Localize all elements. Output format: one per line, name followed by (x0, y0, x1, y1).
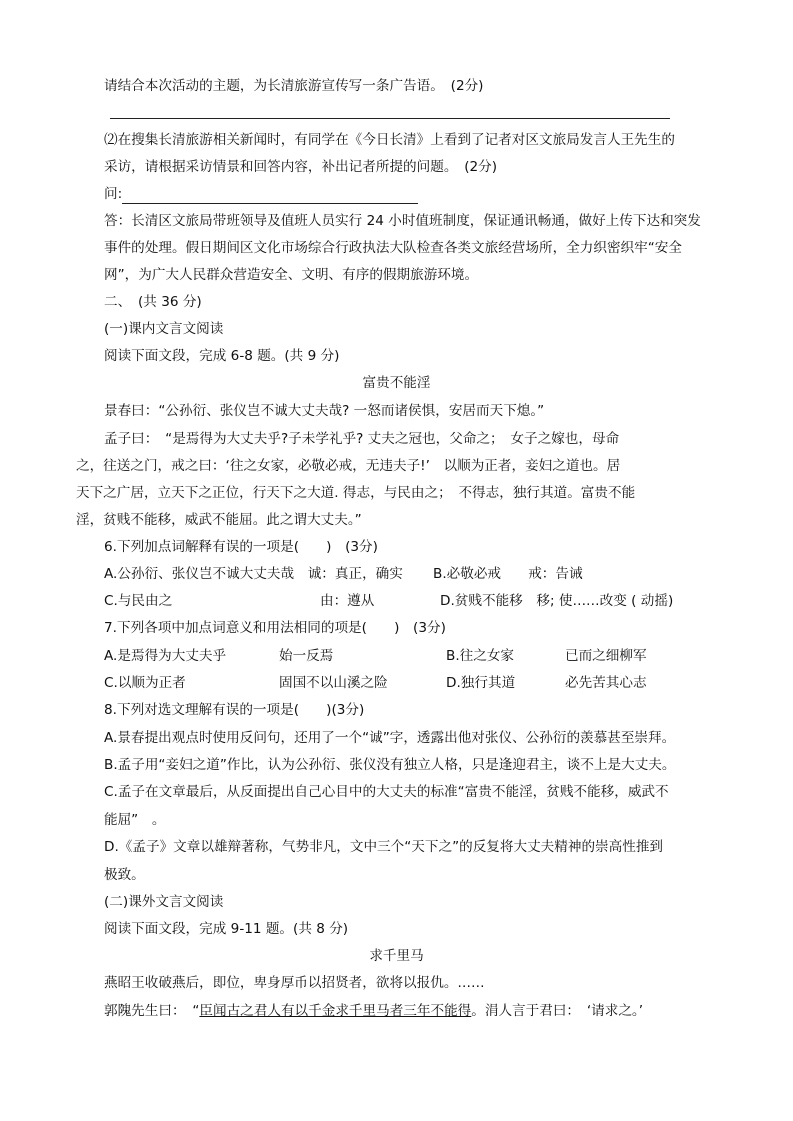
passage1-line-2: 孟子曰： “是焉得为大丈夫乎?子未学礼乎? 丈夫之冠也，父命之； 女子之嫁也，母命 (104, 431, 620, 447)
q6-option-a[interactable]: A.公孙衍、张仪岂不诚大丈夫哉 诚：真正，确实 (104, 566, 403, 582)
q6-option-b[interactable]: B.必敬必戒 戒：告诫 (433, 566, 583, 582)
passage1-title: 富贵不能淫 (362, 375, 431, 391)
q8-option-d[interactable]: D.《孟子》文章以雄辩著称，气势非凡，文中三个“天下之”的反复将大丈夫精神的崇高性推到 (104, 839, 664, 855)
q2-line-1: ⑵在搜集长清旅游相关新闻时，有同学在《今日长清》上看到了记者对区文旅局发言人王先生的 (104, 132, 675, 148)
answer-line-1: 答：长清区文旅局带班领导及值班人员实行 24 小时值班制度，保证通讯畅通，做好上传下达和突发 (104, 213, 701, 229)
q2-line-2: 采访，请根据采访情景和回答内容，补出记者所提的问题。 (2分) (104, 159, 498, 175)
passage2-line-1: 燕昭王收破燕后，即位，卑身厚币以招贤者，欲将以报仇。…… (104, 975, 485, 991)
ask-row (104, 184, 418, 204)
q6-option-c-explanation: 由：遵从 (320, 593, 375, 609)
q8-option-c-cont: 能屈” 。 (104, 812, 166, 828)
sub2-instruction: 阅读下面文段，完成 9-11 题。(共 8 分) (104, 921, 349, 937)
q7-option-a[interactable]: A.是焉得为大丈夫乎 (104, 648, 227, 664)
q8-option-b[interactable]: B.孟子用“妾妇之道”作比，认为公孙衍、张仪没有独立人格，只是逢迎君主，谈不上是大丈夫。 (104, 757, 676, 773)
q7-option-c[interactable]: C.以顺为正者 (104, 675, 186, 691)
q7-option-c-compare: 固国不以山溪之险 (279, 675, 388, 691)
answer-line-2: 事件的处理。假日期间区文化市场综合行政执法大队检查各类文旅经营场所，全力织密织牢“安全 (104, 240, 682, 256)
passage1-line-5: 淫，贫贱不能移，威武不能屈。此之谓大丈夫。” (76, 512, 362, 528)
sub1-instruction: 阅读下面文段，完成 6-8 题。(共 9 分) (104, 348, 340, 364)
sub2-heading: (二)课外文言文阅读 (104, 894, 224, 910)
answer-line-3: 网”，为广大人民群众营造安全、文明、有序的假期旅游环境。 (104, 267, 479, 283)
q8-stem: 8.下列对选文理解有误的一项是( )(3分) (104, 702, 365, 718)
sub1-heading: (一)课内文言文阅读 (104, 321, 224, 337)
passage2-line-2 (104, 1001, 643, 1021)
passage1-line-1: 景春曰：“公孙衍、张仪岂不诚大丈夫哉? 一怒而诸侯惧，安居而天下熄。” (104, 403, 545, 419)
passage1-line-4: 天下之广居，立天下之正位，行天下之大道. 得志，与民由之； 不得志，独行其道。富贵不能 (76, 485, 636, 501)
q7-option-d-compare: 必先苦其心志 (565, 675, 647, 691)
q8-option-c[interactable]: C.孟子在文章最后，从反面提出自己心目中的大丈夫的标准“富贵不能淫，贫贱不能移，威武不 (104, 784, 669, 800)
answer-line[interactable] (110, 118, 670, 119)
ask-answer-blank[interactable] (122, 188, 418, 204)
q6-stem: 6.下列加点词解释有误的一项是( ) (3分) (104, 539, 378, 555)
passage2-line-2-post: 。涓人言于君曰： ‘请求之。’ (471, 1003, 644, 1019)
passage1-line-3: 之，往送之门，戒之曰：‘往之女家，必敬必戒，无违夫子!’ 以顺为正者，妾妇之道也。居 (76, 458, 621, 474)
q7-option-d[interactable]: D.独行其道 (446, 675, 516, 691)
q1-prompt: 请结合本次活动的主题，为长清旅游宣传写一条广告语。 (2分) (104, 78, 484, 94)
q6-option-c[interactable]: C.与民由之 (104, 593, 173, 609)
q7-option-b-compare: 已而之细柳军 (565, 648, 647, 664)
q7-stem: 7.下列各项中加点词意义和用法相同的项是( ) (3分) (104, 620, 446, 636)
passage2-title: 求千里马 (369, 948, 424, 964)
passage2-underlined-sentence: 臣闻古之君人有以千金求千里马者三年不能得 (199, 1003, 472, 1019)
q7-option-b[interactable]: B.往之女家 (446, 648, 515, 664)
q7-option-a-compare: 始一反焉 (279, 648, 334, 664)
ask-label: 问: (104, 186, 123, 202)
q8-option-d-cont: 极致。 (104, 867, 145, 883)
q6-option-d[interactable]: D.贫贱不能移 移; 使……改变 ( 动摇) (440, 593, 674, 609)
q8-option-a[interactable]: A.景春提出观点时使用反问句，还用了一个“诚”字，透露出他对张仪、公孙衍的羡慕甚至崇拜。 (104, 730, 676, 746)
passage2-line-2-pre: 郭隗先生曰： “ (104, 1003, 200, 1019)
section-heading: 二、 (共 36 分) (104, 294, 202, 310)
